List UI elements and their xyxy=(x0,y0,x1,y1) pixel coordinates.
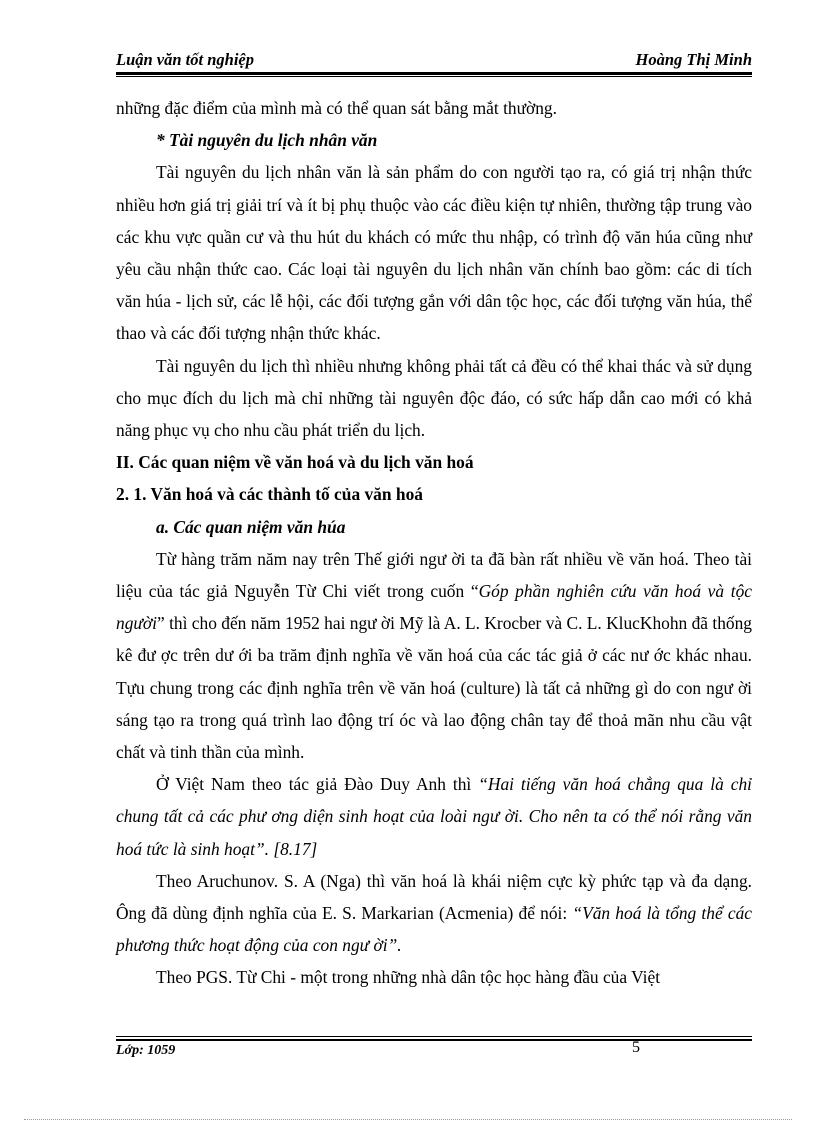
footer-rule-thick xyxy=(116,1039,752,1041)
body-text xyxy=(116,92,752,994)
section-heading-ii: II. Các quan niệm về văn hoá và du lịch văn hoá xyxy=(116,452,474,473)
footer-class-label: Lớp: 1059 xyxy=(116,1043,176,1058)
paragraph-culture-definitions-part2: ” thì cho đến năm 1952 hai ngư ời Mỹ là A. L. Krocber và C. L. KlucKhohn đã thống kê đư ợc trên dư ới ba trăm định nghĩa về văn hoá của các tác giả ở các nư ớc khác nhau. Tựu chung trong các định nghĩa trên về văn hoá (culture) là tất cả những gì do con ngư ời sáng tạo ra trong quá trình lao động trí óc và lao động chân tay để thoả mãn nhu cầu vật chất và tinh thần của mình. xyxy=(116,613,752,763)
paragraph-aruchunov-intro: Theo Aruchunov. S. A (Nga) thì văn hoá là khái niệm cực kỳ phức tạp và đa dạng. Ông đã dùng định nghĩa của E. S. Markarian (Acmenia) để nói: xyxy=(116,870,752,924)
page-footer xyxy=(116,1039,752,1063)
quote-markarian: “Văn hoá là tổng thể các phương thức hoạt động của con ngư ời”. xyxy=(116,903,752,956)
paragraph-culture-definitions xyxy=(116,543,752,768)
footer-rule-thin xyxy=(116,1036,752,1037)
paragraph-aruchunov xyxy=(116,865,752,962)
page-header xyxy=(116,50,752,72)
paragraph-continuation: những đặc điểm của mình mà có thể quan sát bằng mắt thường. xyxy=(116,98,557,118)
paragraph-resources-usage: Tài nguyên du lịch thì nhiều nhưng không phải tất cả đều có thể khai thác và sử dụng cho mục đích du lịch mà chỉ những tài nguyên độc đáo, có sức hấp dẫn cao mới có khả năng phục vụ cho nhu cầu phát triển du lịch. xyxy=(116,355,752,441)
header-rule-thin xyxy=(116,76,752,77)
header-author-name: Hoàng Thị Minh xyxy=(635,50,752,69)
paragraph-culture-definitions-part1: Từ hàng trăm năm nay trên Thế giới ngư ời ta đã bàn rất nhiều về văn hoá. Theo tài liệu của tác giả Nguyễn Từ Chi viết trong cuốn “ xyxy=(116,548,752,602)
book-title: Góp phần nghiên cứu văn hoá và tộc người xyxy=(116,581,752,634)
quote-dao-duy-anh: “Hai tiếng văn hoá chẳng qua là chỉ chung tất cả các phư ơng diện sinh hoạt của loài ngư ời. Cho nên ta có thể nói rằng văn hoá tức là sinh hoạt”. [8.17] xyxy=(116,774,752,859)
paragraph-dao-duy-anh xyxy=(116,768,752,865)
header-rule-thick xyxy=(116,72,752,75)
subheading-human-resources: * Tài nguyên du lịch nhân văn xyxy=(156,130,378,151)
paragraph-dao-duy-anh-intro: Ở Việt Nam theo tác giả Đào Duy Anh thì xyxy=(156,774,479,795)
page-number: 5 xyxy=(632,1039,640,1056)
paragraph-human-resources: Tài nguyên du lịch nhân văn là sản phẩm do con người tạo ra, có giá trị nhận thức nhiều hơn giá trị giải trí và ít bị phụ thuộc vào các điều kiện tự nhiên, thường tập trung vào các khu vực quần cư và thu hút du khách có mức thu nhập, có trình độ văn húa cũng như yêu cầu nhận thức cao. Các loại tài nguyên du lịch nhân văn chính bao gồm: các di tích văn húa - lịch sử, các lễ hội, các đối tượng gắn với dân tộc học, các đối tượng văn húa, thể thao và các đối tượng nhận thức khác. xyxy=(116,162,752,344)
paragraph-tu-chi: Theo PGS. Từ Chi - một trong những nhà dân tộc học hàng đầu của Việt xyxy=(156,967,661,988)
header-thesis-title: Luận văn tốt nghiệp xyxy=(116,50,254,69)
section-heading-2-1: 2. 1. Văn hoá và các thành tố của văn hoá xyxy=(116,484,423,505)
page-bottom-dotted-border xyxy=(24,1119,792,1120)
subheading-culture-concepts: a. Các quan niệm văn húa xyxy=(156,516,346,537)
